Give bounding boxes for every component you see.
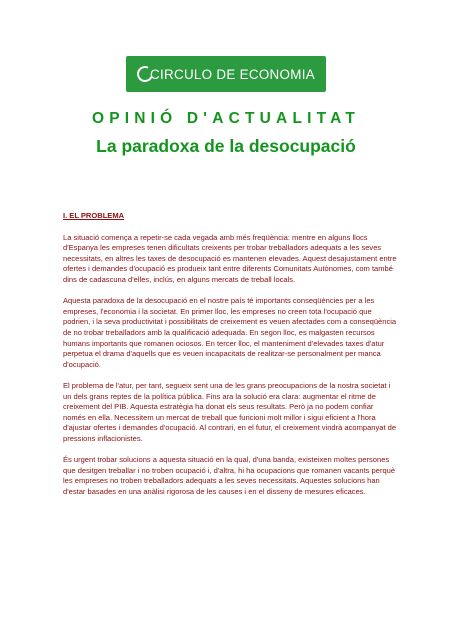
- section-heading: I. EL PROBLEMA: [63, 211, 125, 220]
- logo-text: CIRCULO DE ECONOMIA: [150, 66, 315, 82]
- paragraph-1: La situació comença a repetir-se cada vegada amb més freqüència: mentre en alguns llocs d'Espanya les empreses tenen dificultats creixents per trobar treballadors adequats a les seves necessitats, en altres les taxes de desocupació es mantenen elevades. Aquest desajustament entre ofertes i demandes d'ocupació es produeix tant entre diferents Comunitats Autònomes, com també dins de cadascuna d'elles, inclús, en alguns mercats de treball locals.: [63, 232, 397, 284]
- circulo-de-economia-logo: [126, 56, 326, 92]
- document-title: La paradoxa de la desocupació: [96, 136, 356, 156]
- logo-mark: [137, 66, 315, 82]
- paragraph-2: Aquesta paradoxa de la desocupació en el nostre país té importants conseqüències per a les empreses, l'economia i la societat. En primer lloc, les empreses no creen tota l'ocupació que podrien, i la seva productivitat i possibilitats de creixement es veuen afectades com a conseqüència de no trobar treballadors amb la qualificació adequada. En segon lloc, es malgasten recursos humans importants que romanen ociosos. En tercer lloc, el manteniment d'elevades taxes d'atur perpetua el drama d'aquells que es veuen incapacitats de realitzar-se personalment per manca d'ocupació.: [63, 296, 397, 369]
- article-body: [63, 211, 397, 508]
- paragraph-4: És urgent trobar solucions a aquesta situació en la qual, d'una banda, existeixen moltes persones que desitgen treballar i no troben ocupació i, d'altra, hi ha ocupacions que romanen vacants perquè les empreses no troben treballadors adequats a les seves necessitats. Aquestes solucions han d'estar basades en una anàlisi rigorosa de les causes i en el disseny de mesures eficaces.: [63, 455, 396, 496]
- section-title: OPINIÓ D'ACTUALITAT: [91, 110, 361, 127]
- paragraph-3: El problema de l'atur, per tant, segueix sent una de les grans preocupacions de la nostra societat i un dels grans reptes de la política pública. Fins ara la solució era clara: augmentar el ritme de creixement del PIB. Aquesta estratègia ha donat els seus resultats. Però ja no podem confiar només en ella. Necessitem un mercat de treball que funcioni molt millor i sigui eficient a l'hora d'ajustar ofertes i demandes d'ocupació. Al contrari, en el futur, el creixement vindrà acompanyat de pressions inflacionistes.: [63, 380, 397, 443]
